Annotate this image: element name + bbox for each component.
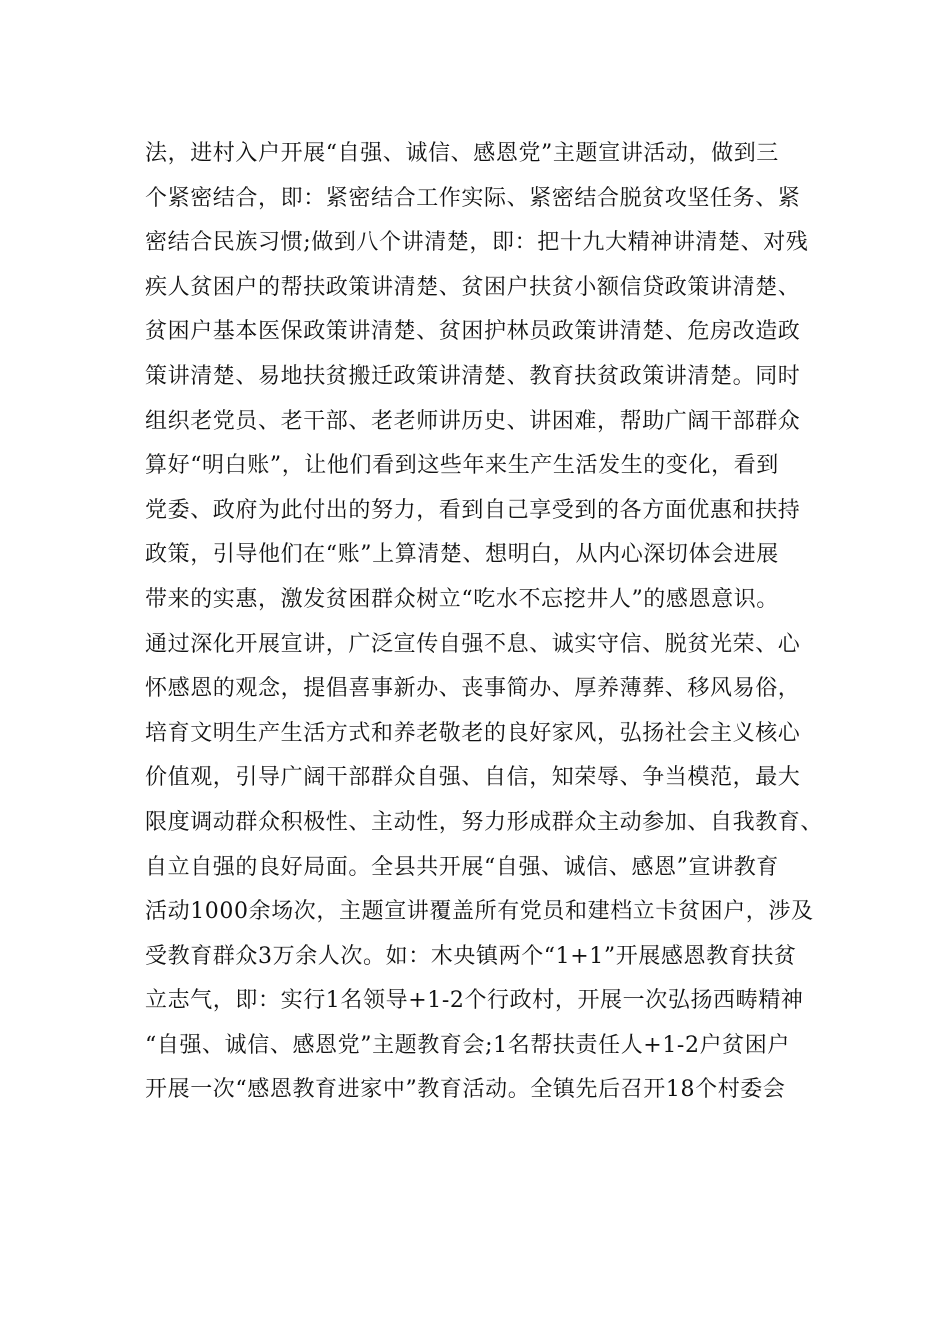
text-line: 政策，引导他们在“账”上算清楚、想明白，从内心深切体会进展 [145, 542, 779, 568]
text-line: 党委、政府为此付出的努力，看到自己享受到的各方面优惠和扶持 [145, 497, 801, 523]
text-line: 个紧密结合，即：紧密结合工作实际、紧密结合脱贫攻坚任务、紧 [145, 185, 801, 211]
text-line: 密结合民族习惯;做到八个讲清楚，即：把十九大精神讲清楚、对残 [145, 230, 809, 256]
text-line: 立志气，即：实行1名领导+1-2个行政村，开展一次弘扬西畴精神 [145, 988, 804, 1014]
text-line: 组织老党员、老干部、老老师讲历史、讲困难，帮助广阔干部群众 [145, 408, 801, 434]
text-line: 培育文明生产生活方式和养老敬老的良好家风，弘扬社会主义核心 [145, 720, 801, 746]
text-line: 策讲清楚、易地扶贫搬迁政策讲清楚、教育扶贫政策讲清楚。同时 [145, 363, 801, 389]
text-line: 开展一次“感恩教育进家中”教育活动。全镇先后召开18个村委会 [145, 1077, 786, 1103]
text-line: 价值观，引导广阔干部群众自强、自信，知荣辱、争当模范，最大 [145, 765, 801, 791]
body-text [145, 132, 845, 1113]
text-line: 疾人贫困户的帮扶政策讲清楚、贫困户扶贫小额信贷政策讲清楚、 [145, 274, 801, 300]
text-line: 活动1000余场次，主题宣讲覆盖所有党员和建档立卡贫困户，涉及 [145, 899, 814, 925]
text-line: 限度调动群众积极性、主动性，努力形成群众主动参加、自我教育、 [145, 809, 824, 835]
text-line: “自强、诚信、感恩党”主题教育会;1名帮扶责任人+1-2户贫困户 [145, 1032, 790, 1058]
text-line: 法，进村入户开展“自强、诚信、感恩党”主题宣讲活动，做到三 [145, 141, 779, 166]
text-line: 算好“明白账”，让他们看到这些年来生产生活发生的变化，看到 [145, 453, 779, 479]
text-line: 带来的实惠，激发贫困群众树立“吃水不忘挖井人”的感恩意识。 [145, 586, 779, 612]
text-line: 受教育群众3万余人次。如：木央镇两个“1+1”开展感恩教育扶贫 [145, 943, 797, 969]
text-line: 通过深化开展宣讲，广泛宣传自强不息、诚实守信、脱贫光荣、心 [145, 631, 801, 657]
text-line: 自立自强的良好局面。全县共开展“自强、诚信、感恩”宣讲教育 [145, 854, 779, 880]
text-line: 怀感恩的观念，提倡喜事新办、丧事简办、厚养薄葬、移风易俗， [145, 676, 801, 702]
text-line: 贫困户基本医保政策讲清楚、贫困护林员政策讲清楚、危房改造政 [145, 319, 801, 345]
